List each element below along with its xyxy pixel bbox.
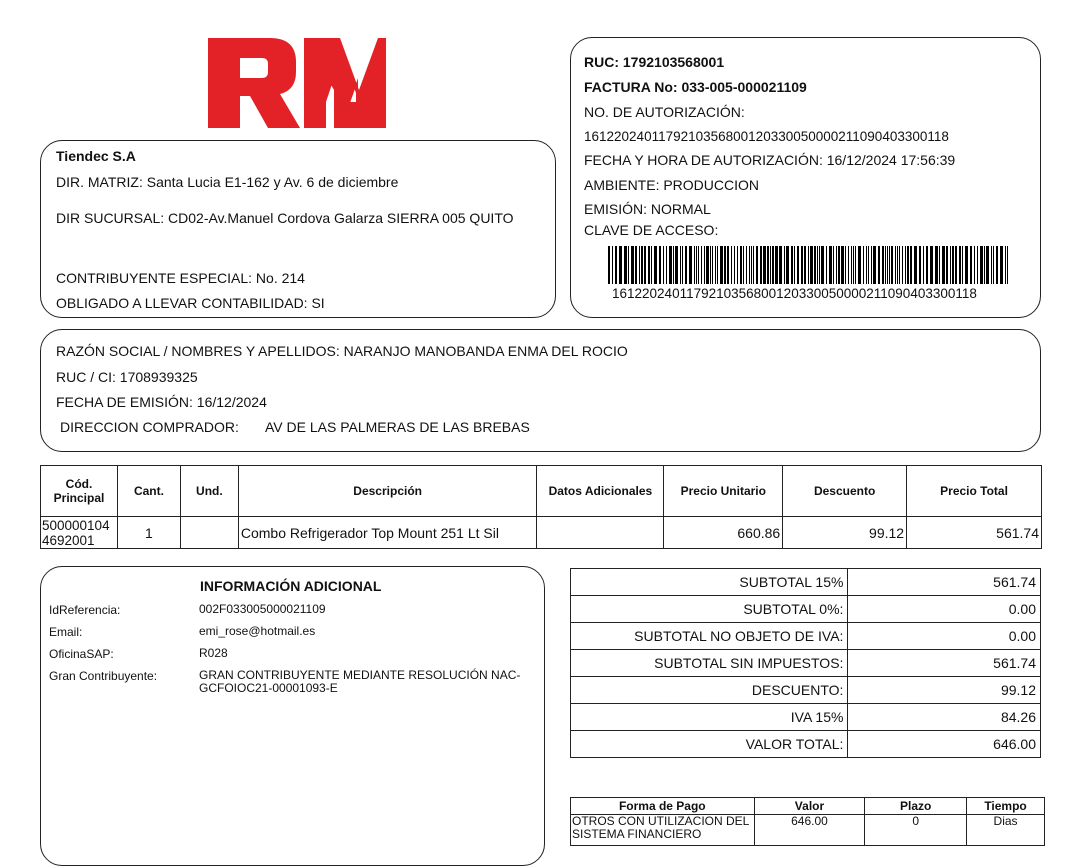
payment-header-row [571, 798, 1045, 815]
emision: EMISIÓN: NORMAL [584, 201, 711, 217]
item-codigo: 500000104 4692001 [41, 517, 118, 549]
totals-row [571, 569, 1041, 596]
header-cant: Cant. [117, 466, 180, 517]
totals-row [571, 596, 1041, 623]
clave-label: CLAVE DE ACCESO: [584, 222, 719, 238]
info-adicional-title: INFORMACIÓN ADICIONAL [200, 578, 382, 594]
header-forma-pago: Forma de Pago [571, 798, 755, 815]
item-precio-total: 561.74 [907, 517, 1042, 549]
header-precio-unitario: Precio Unitario [664, 466, 783, 517]
info-value: emi_rose@hotmail.es [199, 624, 316, 638]
totals-value: 646.00 [848, 731, 1041, 758]
direccion-comprador: AV DE LAS PALMERAS DE LAS BREBAS [265, 419, 530, 435]
totals-row [571, 650, 1041, 677]
totals-row [571, 731, 1041, 758]
items-table [40, 465, 1042, 549]
totals-label: DESCUENTO: [571, 677, 848, 704]
totals-label: SUBTOTAL 15% [571, 569, 848, 596]
totals-value: 0.00 [848, 623, 1041, 650]
items-header-row [41, 466, 1042, 517]
buyer-razon-social: RAZÓN SOCIAL / NOMBRES Y APELLIDOS: NARANJO MANOBANDA ENMA DEL ROCIO [56, 343, 628, 359]
totals-label: SUBTOTAL SIN IMPUESTOS: [571, 650, 848, 677]
buyer-ruc: RUC / CI: 1708939325 [56, 369, 198, 385]
payment-tiempo: Dias [967, 815, 1045, 846]
info-value: GRAN CONTRIBUYENTE MEDIANTE RESOLUCIÓN NAC-GCFOIOC21-00001093-E [199, 668, 521, 695]
header-descuento: Descuento [783, 466, 907, 517]
item-cantidad: 1 [117, 517, 180, 549]
info-value: R028 [199, 646, 228, 660]
payment-table [570, 797, 1045, 846]
autorizacion-label: NO. DE AUTORIZACIÓN: [584, 104, 745, 120]
table-row [41, 517, 1042, 549]
direccion-matriz: DIR. MATRIZ: Santa Lucia E1-162 y Av. 6 de diciembre [56, 174, 399, 190]
item-unidad [180, 517, 238, 549]
item-datos-adicionales [537, 517, 664, 549]
totals-label: SUBTOTAL NO OBJETO DE IVA: [571, 623, 848, 650]
header-datos-adicionales: Datos Adicionales [537, 466, 664, 517]
company-name: Tiendec S.A [56, 148, 136, 164]
autorizacion-number: 1612202401179210356800120330050000211090403300118 [584, 129, 949, 144]
totals-row [571, 677, 1041, 704]
fecha-emision: FECHA DE EMISIÓN: 16/12/2024 [56, 394, 267, 410]
company-logo [100, 38, 492, 128]
payment-plazo: 0 [865, 815, 967, 846]
totals-label: IVA 15% [571, 704, 848, 731]
barcode-icon [608, 246, 1009, 284]
contribuyente-especial: CONTRIBUYENTE ESPECIAL: No. 214 [56, 270, 305, 286]
totals-label: VALOR TOTAL: [571, 731, 848, 758]
issuer-ruc: RUC: 1792103568001 [584, 54, 725, 70]
item-descuento: 99.12 [783, 517, 907, 549]
rm-logo-icon [100, 38, 492, 128]
header-descripcion: Descripción [238, 466, 537, 517]
totals-value: 0.00 [848, 596, 1041, 623]
header-valor: Valor [754, 798, 865, 815]
header-tiempo: Tiempo [967, 798, 1045, 815]
info-value: 002F033005000021109 [199, 602, 326, 616]
ambiente: AMBIENTE: PRODUCCION [584, 177, 760, 193]
item-descripcion: Combo Refrigerador Top Mount 251 Lt Sil [238, 517, 537, 549]
totals-value: 99.12 [848, 677, 1041, 704]
direccion-comprador-label: DIRECCION COMPRADOR: [60, 419, 239, 435]
item-precio-unitario: 660.86 [664, 517, 783, 549]
payment-valor: 646.00 [754, 815, 865, 846]
totals-value: 561.74 [848, 569, 1041, 596]
totals-value: 561.74 [848, 650, 1041, 677]
table-row [571, 815, 1045, 846]
header-precio-total: Precio Total [907, 466, 1042, 517]
info-label: OficinaSAP: [49, 647, 114, 661]
header-cod-principal: Cód. Principal [41, 466, 118, 517]
info-label: Email: [49, 625, 83, 639]
totals-row [571, 704, 1041, 731]
header-und: Und. [180, 466, 238, 517]
obligado-contabilidad: OBLIGADO A LLEVAR CONTABILIDAD: SI [56, 295, 325, 311]
totals-value: 84.26 [848, 704, 1041, 731]
fecha-autorizacion: FECHA Y HORA DE AUTORIZACIÓN: 16/12/2024 17:56:39 [584, 152, 956, 168]
direccion-sucursal: DIR SUCURSAL: CD02-Av.Manuel Cordova Galarza SIERRA 005 QUITO [56, 210, 514, 226]
totals-label: SUBTOTAL 0%: [571, 596, 848, 623]
info-label: Gran Contribuyente: [49, 669, 158, 683]
payment-forma: OTROS CON UTILIZACION DEL SISTEMA FINANCIERO [571, 815, 755, 846]
totals-row [571, 623, 1041, 650]
header-plazo: Plazo [865, 798, 967, 815]
totals-table [570, 568, 1041, 758]
factura-number: FACTURA No: 033-005-000021109 [584, 79, 807, 95]
info-label: IdReferencia: [49, 603, 121, 617]
clave-number: 1612202401179210356800120330050000211090403300118 [612, 286, 977, 301]
company-box [40, 140, 556, 318]
